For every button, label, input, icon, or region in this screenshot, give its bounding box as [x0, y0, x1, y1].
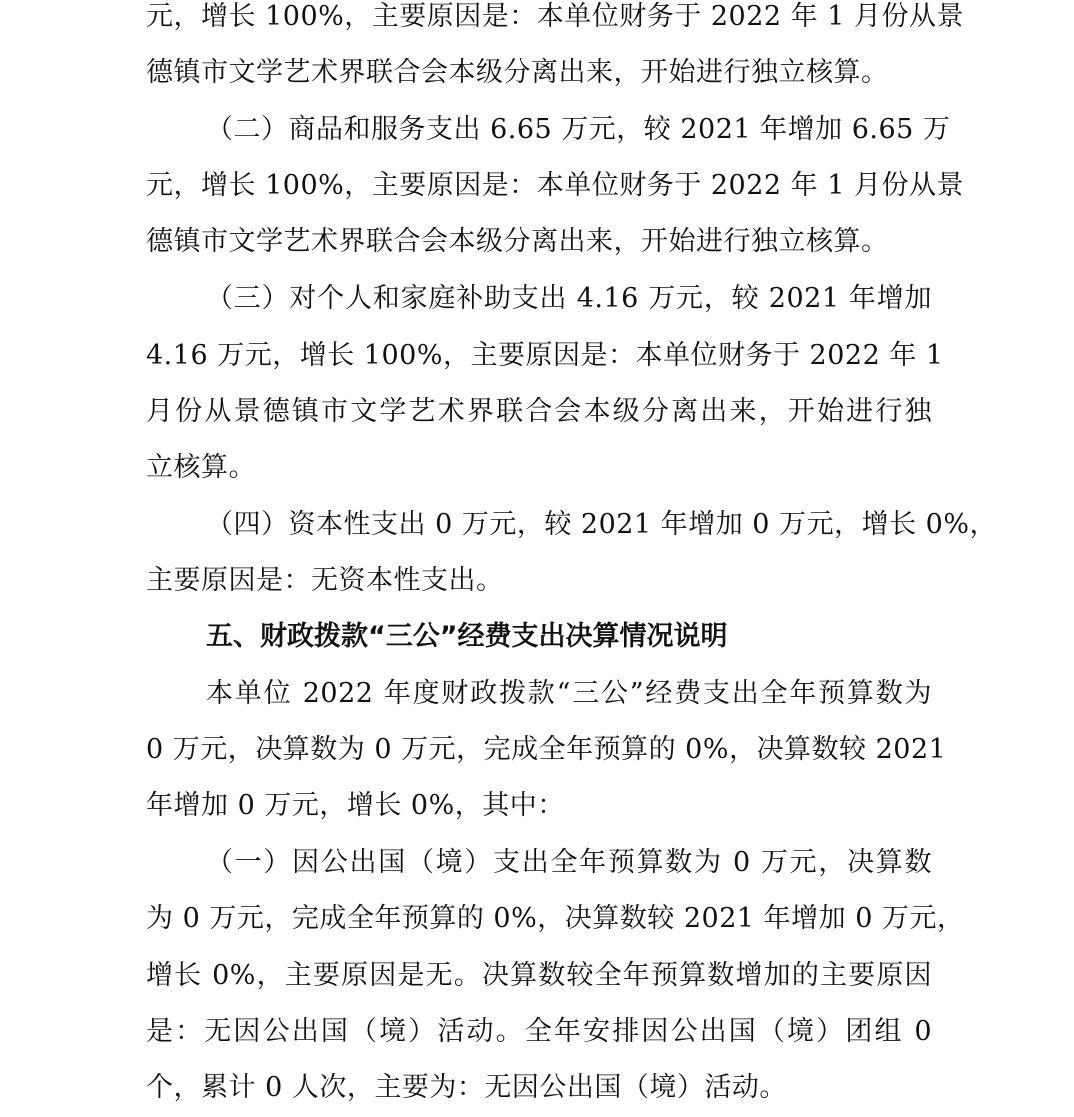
paragraph-line: 元，增长 100%，主要原因是：本单位财务于 2022 年 1 月份从景 — [146, 170, 964, 201]
paragraph-line: 为 0 万元，完成全年预算的 0%，决算数较 2021 年增加 0 万元， — [146, 903, 965, 934]
paragraph-line: 是：无因公出国（境）活动。全年安排因公出国（境）团组 0 — [146, 1016, 932, 1047]
paragraph-line: （三）对个人和家庭补助支出 4.16 万元，较 2021 年增加 — [206, 283, 932, 314]
paragraph-line: 德镇市文学艺术界联合会本级分离出来，开始进行独立核算。 — [146, 57, 889, 88]
paragraph-line: 德镇市文学艺术界联合会本级分离出来，开始进行独立核算。 — [146, 226, 889, 257]
paragraph-line: 0 万元，决算数为 0 万元，完成全年预算的 0%，决算数较 2021 — [146, 734, 947, 765]
paragraph-line: 月份从景德镇市文学艺术界联合会本级分离出来，开始进行独 — [146, 396, 932, 427]
paragraph-line: 年增加 0 万元，增长 0%，其中： — [146, 790, 565, 821]
section-heading: 五、财政拨款“三公”经费支出决算情况说明 — [206, 621, 728, 652]
paragraph-line: 增长 0%，主要原因是无。决算数较全年预算数增加的主要原因 — [146, 960, 932, 991]
paragraph-line: 元，增长 100%，主要原因是：本单位财务于 2022 年 1 月份从景 — [146, 1, 964, 32]
paragraph-line: 4.16 万元，增长 100%，主要原因是：本单位财务于 2022 年 1 — [146, 340, 944, 371]
paragraph-line: （二）商品和服务支出 6.65 万元，较 2021 年增加 6.65 万 — [206, 114, 951, 145]
paragraph-line: 主要原因是：无资本性支出。 — [146, 565, 504, 596]
paragraph-line: （四）资本性支出 0 万元，较 2021 年增加 0 万元，增长 0%， — [206, 509, 997, 540]
paragraph-line: 本单位 2022 年度财政拨款“三公”经费支出全年预算数为 — [206, 678, 932, 709]
paragraph-line: 立核算。 — [146, 452, 256, 483]
paragraph-line: （一）因公出国（境）支出全年预算数为 0 万元，决算数 — [206, 847, 932, 878]
paragraph-line: 个，累计 0 人次，主要为：无因公出国（境）活动。 — [146, 1072, 787, 1103]
